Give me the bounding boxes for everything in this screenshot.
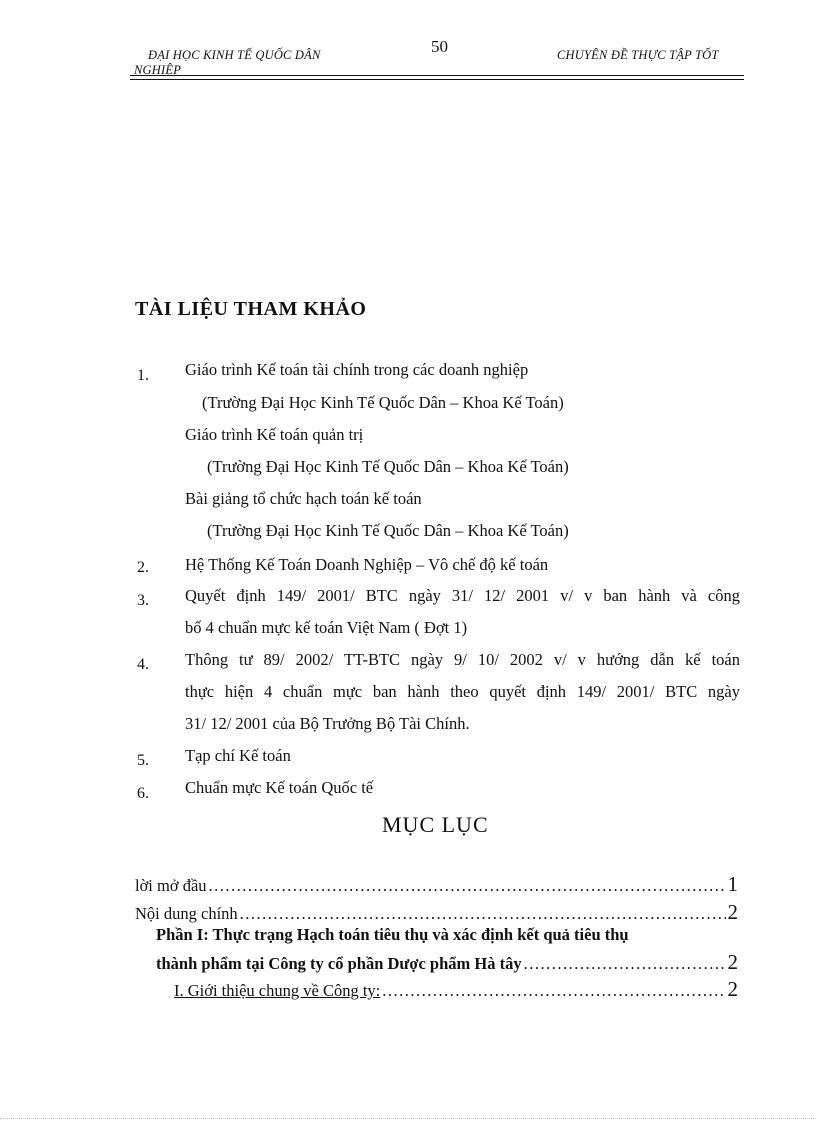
toc-leader-dots [382,981,725,1001]
header-report-title: CHUYÊN ĐỀ THỰC TẬP TỐT [557,48,719,62]
reference-line: Quyết định 149/ 2001/ BTC ngày 31/ 12/ 2001 v/ v ban hành và công [185,586,740,605]
toc-entry-label: Nội dung chính [135,904,238,923]
toc-title: MỤC LỤC [382,812,489,837]
toc-entry[interactable] [135,900,738,925]
page-bottom-edge [0,1118,816,1119]
reference-line: Chuẩn mực Kế toán Quốc tế [185,778,374,797]
reference-number: 6. [137,785,149,802]
reference-number: 1. [137,367,149,384]
toc-leader-dots [209,876,726,896]
reference-line: Tạp chí Kế toán [185,746,291,765]
reference-line: (Trường Đại Học Kinh Tế Quốc Dân – Khoa Kế Toán) [207,521,569,540]
toc-entry[interactable] [135,872,738,897]
toc-entry-label-line1[interactable]: Phần I: Thực trạng Hạch toán tiêu thụ và xác định kết quả tiêu thụ [156,925,629,944]
reference-line: Bài giảng tổ chức hạch toán kế toán [185,489,422,508]
reference-line: (Trường Đại Học Kinh Tế Quốc Dân – Khoa Kế Toán) [202,393,564,412]
header-rule [130,75,744,76]
toc-entry-page: 1 [727,872,738,896]
toc-leader-dots [240,904,726,924]
header-school-name: ĐẠI HỌC KINH TẾ QUỐC DÂN [148,48,321,62]
reference-number: 3. [137,592,149,609]
reference-number: 4. [137,656,149,673]
page-number: 50 [431,37,448,56]
reference-line: bố 4 chuẩn mực kế toán Việt Nam ( Đợt 1) [185,618,468,637]
toc-leader-dots [524,954,726,974]
toc-entry-label-line2: thành phẩm tại Công ty cổ phần Dược phẩm Hà tây [156,954,522,973]
toc-entry[interactable] [174,977,738,1002]
reference-line: thực hiện 4 chuẩn mực ban hành theo quyết định 149/ 2001/ BTC ngày [185,682,740,701]
toc-entry[interactable] [156,950,738,975]
reference-number: 2. [137,559,149,576]
reference-number: 5. [137,752,149,769]
reference-line: Thông tư 89/ 2002/ TT-BTC ngày 9/ 10/ 2002 v/ v hướng dẫn kế toán [185,650,740,669]
toc-entry-page: 2 [727,900,738,924]
toc-entry-label: I. Giới thiệu chung về Công ty: [174,981,381,1000]
reference-line: (Trường Đại Học Kinh Tế Quốc Dân – Khoa Kế Toán) [207,457,569,476]
reference-line: Hệ Thống Kế Toán Doanh Nghiệp – Vô chế độ kế toán [185,555,549,574]
header-rule-thin [130,79,744,80]
toc-entry-page: 2 [727,977,738,1001]
reference-line: Giáo trình Kế toán quản trị [185,425,364,444]
reference-line: 31/ 12/ 2001 của Bộ Trưởng Bộ Tài Chính. [185,714,470,733]
toc-entry-label: lời mở đầu [135,876,207,895]
toc-entry-page: 2 [727,950,738,974]
reference-line: Giáo trình Kế toán tài chính trong các doanh nghiệp [185,360,529,379]
references-title: TÀI LIỆU THAM KHẢO [135,298,367,320]
header-school-name-continued: NGHIỆP [134,63,182,77]
